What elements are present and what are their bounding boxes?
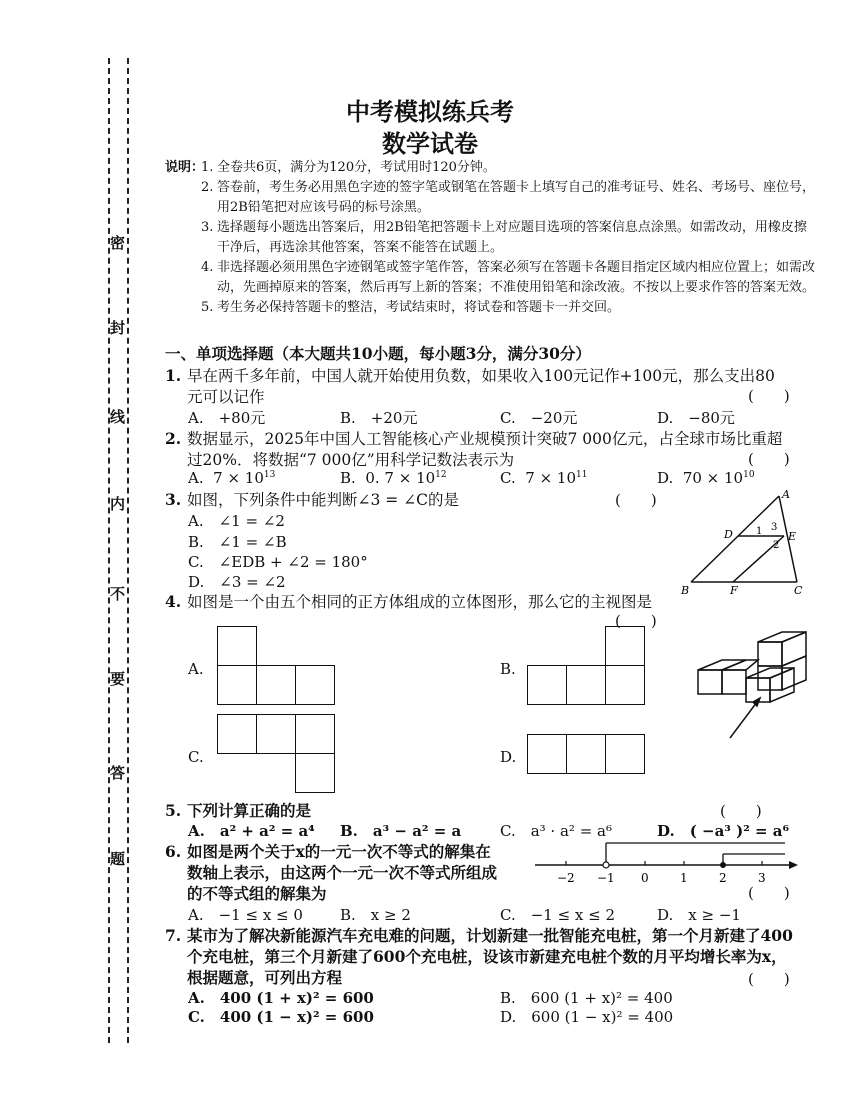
instructions (165, 158, 815, 318)
question-stem: 的不等式组的解集为 (187, 884, 327, 903)
seal-char: 内 (110, 495, 126, 513)
point-label-e: E (788, 530, 797, 543)
question-number: 6. (165, 842, 182, 861)
option-d: D. $70 \times 10^{10}$ (657, 469, 755, 487)
point-label-a: A (782, 488, 790, 501)
question-2 (165, 428, 805, 471)
question-stem: 数据显示，2025年中国人工智能核心产业规模预计突破7 000亿元，占全球市场比重超 (187, 430, 783, 448)
question-number: 4. (165, 592, 182, 611)
point-label-b: B (681, 584, 690, 597)
option-d: D. ( −a³ )² = a⁶ (657, 822, 790, 840)
question-number: 1. (165, 366, 182, 385)
angle-label-1: 1 (756, 526, 763, 537)
option-a: A. −1 ≤ x ≤ 0 (188, 906, 303, 924)
question-number: 2. (165, 429, 182, 448)
option-d: D. 600 (1 − x)² = 400 (500, 1008, 674, 1026)
triangle-figure (676, 484, 806, 599)
question-number: 5. (165, 801, 182, 820)
question-3 (165, 489, 459, 511)
option-a: A. a² + a² = a⁴ (188, 822, 315, 840)
note-number: 5. (201, 300, 214, 315)
option-b: B. (500, 660, 516, 678)
option-b: B. 600 (1 + x)² = 400 (500, 989, 673, 1007)
option-b: B. x ≥ 2 (340, 906, 411, 924)
question-stem: 如图是两个关于x的一元一次不等式的解集在 (187, 842, 491, 861)
question-stem: 下列计算正确的是 (187, 801, 312, 820)
exam-subtitle: 数学试卷 (382, 129, 478, 158)
tick-label: 1 (680, 871, 688, 885)
option-a: A. (188, 660, 204, 678)
question-4 (165, 591, 652, 613)
question-stem: 根据题意，可列出方程 (187, 968, 343, 987)
point-label-c: C (794, 584, 803, 597)
option-b: B. 0. $7 \times 10^{12}$ (340, 469, 447, 487)
angle-label-3: 3 (771, 522, 778, 533)
option-d: D. x ≥ −1 (657, 906, 741, 924)
question-7 (165, 925, 815, 988)
question-stem: 过20%．将数据“7 000亿”用科学记数法表示为 (187, 451, 515, 469)
binding-line-right (127, 58, 129, 1043)
note-number: 2. (201, 180, 214, 195)
seal-char: 封 (110, 319, 126, 337)
option-c: C. 400 (1 − x)² = 600 (188, 1008, 374, 1026)
answer-paren: ( ) (615, 612, 657, 630)
option-d: D. (500, 748, 517, 766)
seal-char: 要 (110, 670, 126, 688)
tick-label: 2 (719, 871, 727, 885)
question-6 (165, 841, 497, 904)
question-number: 7. (165, 926, 182, 945)
question-stem: 某市为了解决新能源汽车充电难的问题，计划新建一批智能充电桩，第一个月新建了400 (187, 926, 793, 945)
tick-label: 0 (641, 871, 649, 885)
note-text: 考生务必保持答题卡的整洁，考试结束时，将试卷和答题卡一并交回。 (217, 300, 621, 315)
seal-char: 题 (110, 850, 126, 868)
tick-label: −1 (597, 871, 615, 885)
answer-paren: ( ) (748, 450, 790, 468)
option-b: B. +20元 (340, 409, 418, 427)
section-heading: 一、单项选择题（本大题共10小题，每小题3分，满分30分） (165, 344, 591, 363)
note-text: 全卷共6页，满分为120分，考试用时120分钟。 (217, 160, 496, 175)
note-text: 答卷前，考生务必用黑色字迹的签字笔或钢笔在答题卡上填写自己的准考证号、姓名、考场号、座位号，用2B铅笔把对应该号码的标号涂黑。 (217, 180, 816, 215)
option-c: C. ∠EDB + ∠2 = 180° (188, 553, 368, 571)
answer-paren: ( ) (720, 802, 762, 820)
point-label-d: D (724, 528, 733, 541)
question-5 (165, 800, 311, 822)
answer-paren: ( ) (748, 884, 790, 902)
question-stem: 数轴上表示，由这两个一元一次不等式所组成 (187, 863, 498, 882)
seal-char: 密 (110, 234, 126, 252)
seal-char: 不 (110, 585, 126, 603)
tick-label: 3 (758, 871, 766, 885)
option-a: A. ∠1 = ∠2 (188, 512, 285, 530)
seal-char: 线 (110, 408, 126, 426)
exam-title: 中考模拟练兵考 (346, 97, 514, 126)
note-text: 非选择题必须用黑色字迹钢笔或签字笔作答，答案必须写在答题卡各题目指定区域内相应位置上；如需改动，先画掉原来的答案，然后再写上新的答案；不准使用铅笔和涂改液。不按以上要求作答的答案无效。 (217, 260, 816, 295)
option-d: D. ∠3 = ∠2 (188, 573, 286, 591)
option-c: C. −1 ≤ x ≤ 2 (500, 906, 616, 924)
note-number: 4. (201, 260, 214, 275)
seal-char: 答 (110, 764, 126, 782)
option-c: C. (188, 748, 204, 766)
option-c: C. a³ · a² = a⁶ (500, 822, 612, 840)
cube-solid-figure (690, 628, 810, 748)
answer-paren: ( ) (615, 491, 657, 509)
note-number: 1. (201, 160, 214, 175)
answer-paren: ( ) (748, 387, 790, 405)
binding-line-left (108, 58, 110, 1043)
tick-label: −2 (557, 871, 575, 885)
option-a: A. +80元 (188, 409, 266, 427)
option-d: D. −80元 (657, 409, 735, 427)
question-stem: 如图，下列条件中能判断∠3 = ∠C的是 (187, 491, 460, 509)
option-a: A. $7 \times 10^{13}$ (188, 469, 276, 487)
option-c: C. $7 \times 10^{11}$ (500, 469, 588, 487)
option-b: B. a³ − a² = a (340, 822, 462, 840)
option-a: A. 400 (1 + x)² = 600 (188, 989, 374, 1007)
note-text: 选择题每小题选出答案后，用2B铅笔把答题卡上对应题目选项的答案信息点涂黑。如需改动，用橡皮擦干净后，再选涂其他答案，答案不能答在试题上。 (217, 220, 807, 255)
question-1 (165, 365, 805, 408)
question-stem: 个充电桩，第三个月新建了600个充电桩，设该市新建充电桩个数的月平均增长率为x， (187, 947, 787, 966)
option-b: B. ∠1 = ∠B (188, 533, 287, 551)
instructions-lead: 说明： (165, 160, 205, 175)
question-number: 3. (165, 490, 182, 509)
question-stem: 如图是一个由五个相同的正方体组成的立体图形，那么它的主视图是 (187, 593, 653, 611)
answer-paren: ( ) (748, 970, 790, 988)
question-stem: 元可以记作 (187, 388, 265, 406)
note-number: 3. (201, 220, 214, 235)
angle-label-2: 2 (773, 540, 780, 551)
option-c: C. −20元 (500, 409, 578, 427)
question-stem: 早在两千多年前，中国人就开始使用负数，如果收入100元记作+100元，那么支出80 (187, 367, 775, 385)
point-label-f: F (730, 584, 738, 597)
